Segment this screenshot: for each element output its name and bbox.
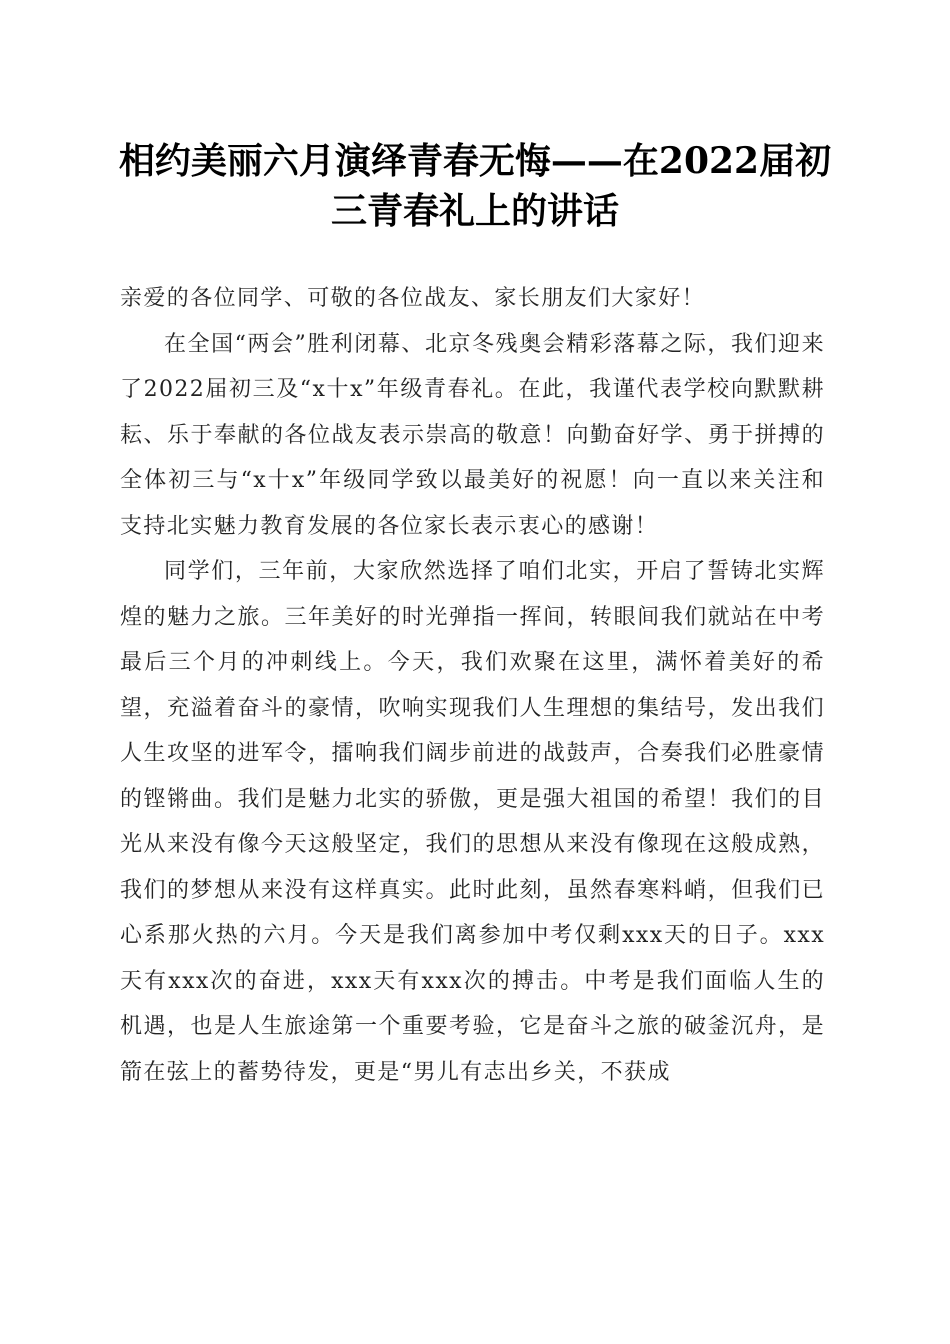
body-paragraph-1: 在全国“两会”胜利闭幕、北京冬残奥会精彩落幕之际，我们迎来了2022届初三及“x十x”年级青春礼。在此，我谨代表学校向默默耕耘、乐于奉献的各位战友表示崇高的敬意！向勤奋好学、勇于拼搏的全体初三与“x十x”年级同学致以最美好的祝愿！向一直以来关注和支持北实魅力教育发展的各位家长表示衷心的感谢！ [120,331,825,539]
body-paragraph-2: 同学们，三年前，大家欣然选择了咱们北实，开启了誓铸北实辉煌的魅力之旅。三年美好的时光弹指一挥间，转眼间我们就站在中考最后三个月的冲刺线上。今天，我们欢聚在这里，满怀着美好的希望，充溢着奋斗的豪情，吹响实现我们人生理想的集结号，发出我们人生攻坚的进军令，擂响我们阔步前进的战鼓声，合奏我们必胜豪情的铿锵曲。我们是魅力北实的骄傲，更是强大祖国的希望！我们的目光从来没有像今天这般坚定，我们的思想从来没有像现在这般成熟，我们的梦想从来没有这样真实。此时此刻，虽然春寒料峭，但我们已心系那火热的六月。今天是我们离参加中考仅剩xxx天的日子。xxx天有xxx次的奋进，xxx天有xxx次的搏击。中考是我们面临人生的机遇，也是人生旅途第一个重要考验，它是奋斗之旅的破釜沉舟，是箭在弦上的蓄势待发，更是“男儿有志出乡关，不获成 [120,559,825,1085]
document-body [120,276,825,1095]
greeting-paragraph: 亲爱的各位同学、可敬的各位战友、家长朋友们大家好！ [120,286,706,311]
document-title: 相约美丽六月演绎青春无悔——在2022届初三青春礼上的讲话 [118,140,832,232]
